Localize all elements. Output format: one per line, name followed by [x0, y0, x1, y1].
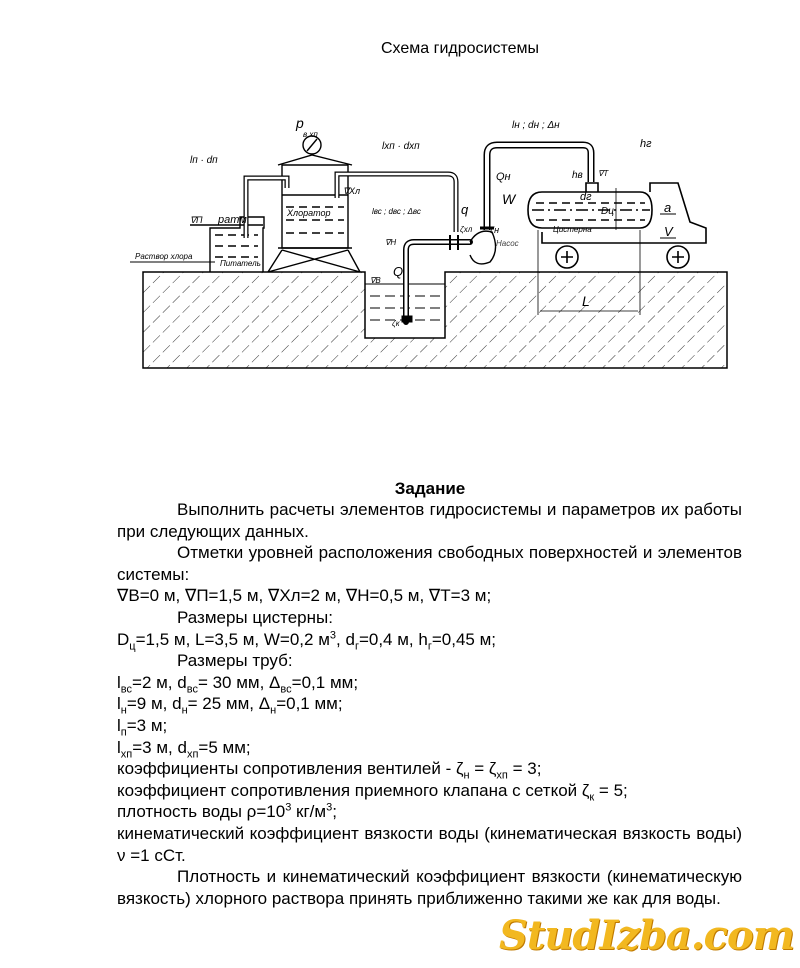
text-run: кг/м [291, 802, 327, 822]
label-tank: Цистерна [553, 225, 592, 234]
text-run: ∇В=0 м, ∇П=1,5 м, ∇Хл=2 м, ∇Н=0,5 м, ∇Т=3 м; [117, 586, 492, 606]
label-zeta-k: ζк [392, 319, 400, 328]
text-run: = 25 мм, Δ [187, 694, 271, 714]
task-paragraph [117, 866, 742, 909]
label-zeta-xl: ζхл [460, 225, 473, 234]
label-p-atm: pатм [218, 214, 247, 226]
task-paragraph [117, 672, 742, 694]
hydraulic-system-diagram [0, 0, 800, 380]
subscript: н [463, 769, 470, 782]
label-level-t: ∇Т [598, 169, 609, 178]
diagram-title: Схема гидросистемы [380, 40, 539, 57]
text-run: =5 мм; [198, 737, 251, 757]
text-run: =9 м, d [126, 694, 182, 714]
label-L: L [582, 293, 590, 309]
task-paragraph [117, 693, 742, 715]
text-run: =0,4 м, h [358, 629, 428, 649]
label-zeta-n: ζн [490, 225, 500, 235]
text-run: = 3; [507, 759, 542, 779]
task-paragraph [117, 542, 742, 585]
label-Q: Q [393, 264, 404, 279]
task-paragraph [117, 629, 742, 651]
label-level-xl: ∇Хл [343, 186, 361, 196]
text-run: Размеры цистерны: [177, 607, 333, 627]
text-run: l [117, 715, 121, 735]
text-run: =1,5 м, L=3,5 м, W=0,2 м [135, 629, 330, 649]
label-feeder: Питатель [220, 259, 261, 268]
subscript: г [354, 639, 359, 652]
task-paragraph [117, 780, 742, 802]
subscript: хп [496, 769, 508, 782]
text-run: =0,45 м; [431, 629, 496, 649]
label-level-v: ∇В [370, 276, 381, 285]
label-level-p: ∇П [190, 215, 203, 225]
subscript: хп [186, 747, 199, 760]
text-run: D [117, 629, 130, 649]
label-Q-n: Qн [496, 171, 511, 183]
subscript: к [589, 791, 595, 804]
label-l-p: lп · dп [190, 155, 218, 166]
label-a: a [664, 200, 672, 215]
task-paragraph [117, 758, 742, 780]
text-run: Выполнить расчеты элементов гидросистемы и параметров их работы при следующих данных. [117, 500, 742, 541]
text-run: Отметки уровней расположения свободных поверхностей и элементов системы: [117, 543, 742, 584]
task-paragraph [117, 585, 742, 607]
text-run: , d [336, 629, 355, 649]
text-run: =2 м, d [132, 672, 187, 692]
label-h-v: hв [572, 170, 583, 181]
text-run: =0,1 мм; [291, 672, 359, 692]
text-run: =3 м, d [132, 737, 187, 757]
label-l-vs: lвс ; dвс ; Δвс [372, 207, 421, 216]
label-d-g: dг [580, 191, 592, 203]
label-q: q [461, 202, 469, 217]
subscript: вс [186, 683, 198, 696]
pump [450, 228, 496, 264]
task-paragraph [117, 607, 742, 629]
text-run: плотность воды ρ=10 [117, 802, 286, 822]
label-V: V [664, 224, 673, 239]
task-paragraph [117, 801, 742, 823]
label-l-xp: lхп · dхп [382, 141, 420, 152]
subscript: хп [120, 747, 133, 760]
text-run: Плотность и кинематический коэффициент вязкости (кинематическую вязкость) хлорного раствора принять приближенно такими же как для воды. [117, 867, 742, 908]
subscript: п [120, 726, 127, 739]
label-p: p [296, 115, 304, 131]
subscript: ц [129, 639, 136, 652]
watermark-logo: StudIzba.com [498, 912, 794, 959]
subscript: н [181, 704, 188, 717]
label-solution: Раствор хлора [135, 252, 193, 261]
text-run: =3 м; [126, 715, 168, 735]
label-p-sub: в.хп [303, 130, 318, 139]
task-body [117, 499, 742, 909]
label-pump: Насос [496, 239, 519, 248]
text-run: ; [332, 802, 337, 822]
superscript: 3 [329, 628, 337, 641]
subscript: вс [280, 683, 292, 696]
label-chlorator: Хлоратор [287, 208, 331, 218]
superscript: 3 [285, 801, 292, 814]
task-paragraph [117, 737, 742, 759]
chlorator-tank [268, 136, 360, 272]
text-run: l [117, 694, 121, 714]
text-run: = 30 мм, Δ [197, 672, 281, 692]
task-paragraph [117, 715, 742, 737]
label-W: W [502, 191, 516, 207]
label-l-n: lн ; dн ; Δн [512, 120, 560, 131]
label-h-g: hг [640, 138, 652, 150]
subscript: г [427, 639, 432, 652]
text-run: коэффициент сопротивления приемного клапана с сеткой ζ [117, 780, 590, 800]
subscript: н [120, 704, 127, 717]
task-paragraph [117, 650, 742, 672]
text-run: = ζ [469, 759, 497, 779]
text-run: =0,1 мм; [276, 694, 343, 714]
task-paragraph [117, 499, 742, 542]
text-run: коэффициенты сопротивления вентилей - ζ [117, 759, 464, 779]
text-run: кинематический коэффициент вязкости воды (кинематическая вязкость воды) ν =1 сСт. [117, 823, 742, 865]
task-heading: Задание [394, 479, 466, 498]
subscript: н [270, 704, 277, 717]
text-run: l [117, 672, 121, 692]
text-run: Размеры труб: [177, 651, 293, 671]
label-level-n: ∇Н [385, 238, 397, 247]
subscript: вс [120, 683, 133, 696]
superscript: 3 [326, 801, 333, 814]
label-D-c: Dц [601, 206, 614, 217]
text-run: = 5; [594, 780, 628, 800]
task-paragraph [117, 823, 742, 866]
text-run: l [117, 737, 121, 757]
